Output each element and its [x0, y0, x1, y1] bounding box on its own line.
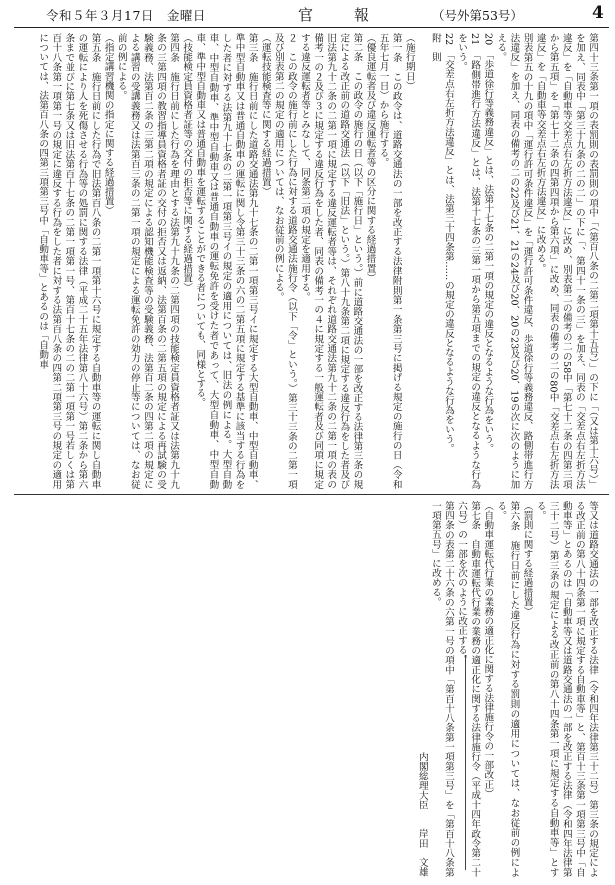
section-heading: （指定講習機関の指定に関する経過措置） [102, 33, 114, 216]
gazette-title-kan: 官 [298, 6, 314, 24]
paragraph: 20 「歩道徐行等義務違反」とは、法第十七条の二第一項の規定の違反となるような行為をいう。 [482, 33, 494, 454]
section-heading: （自動車運転代行業の業務の適正化に関する法律施行令の一部改正） [482, 501, 494, 799]
issue-date: 令和５年３月17日 金曜日 [46, 8, 206, 23]
upper-text-block [14, 33, 599, 489]
section-divider [14, 494, 609, 495]
article-3: 第三条 施行日前にした道路交通法第九十七条の二第一項第三号イに規定する大型自動車、中型自動車、準中型自動車又は普通自動車の運転に関し令第三十三条の六の二第五項に規定する基準に該当する行為をした者に対する法第九十七条の二第一項第三号イの規定の適用については、旧法の例による。大型自動車、中型自動車、準中型自動車又は普通自動車の運転免許を受けた者であって、大型自動車、中型自動車、準中型自動車又は普通自動車を運転することができる者についても、同様とする。 [194, 33, 258, 489]
header-rule [14, 27, 609, 28]
paragraph: 21 「路側帯進行方法違反」とは、法第十七条の三第一項から第五項までの規定の違反となるような行為をいう。 [456, 33, 481, 489]
section-heading: （施行期日） [403, 33, 415, 91]
signature-name: 岸田 文雄 [416, 829, 428, 877]
paragraph: 22 「交差点右左折方法違反」とは、法第三十四条第……の規定の違反となるような行為をいう。 [442, 33, 454, 454]
gazette-title-ho: 報 [354, 6, 370, 24]
article-4: 第四条 施行日前にした行為を理由とする法第九十九条の二第四項の技能検定員資格者証又は法第九十九条の三第四項の教習指導員資格者証の交付の拒否又は返納、法第百条の二第五項の規定による再試験の受験義務、法第百二条の三第二項の規定による認知機能検査等の受験義務、法第百二条の四第二項の規定による講習の受講義務又は法第百三条の二第一項の規定による運転免許の効力の停止等については、なお従前の例による。 [115, 33, 180, 489]
section-heading: （罰則に関する経過措置） [521, 501, 533, 617]
signature [416, 501, 429, 877]
paragraph: 別表第五の十九の項中「運行許可条件違反」を「運行許可条件違反、歩道徐行等義務違反、路側帯進行方法違反」を加え、同表の備考の二の22及び21、21の24及び20、20の23及び20、19の次に次のように加える。 [495, 33, 533, 489]
section-heading: （優良運転者及び違反運転者等の区分に関する経過措置） [364, 33, 376, 283]
article-5: 第五条 施行日前にした行為で旧法第百八条の二第一項第十六号に規定する自動車等の運転に関し自動車の運転により人を死傷させる行為等の処罰に関する法律（平成二十五年法律第八十六号）第二条から第六条まで並びに第七条又は旧法第百十七条の二第一項第一号、第百十七条の二の二第一項第一号若しくは第百十八条第一項第一号の規定に違反する行為をした者に対する法第百八条の四第二項第三号の規定の適用については、法第百八条の四第三項第三号中「自動車等」とあるのは「自動車 [37, 33, 101, 489]
issue-number: （号外第53号） [432, 8, 523, 23]
page-number: 4 [592, 3, 604, 23]
paragraph: 等又は道路交通法の一部を改正する法律（令和四年法律第三十二号）第三条の規定による改正前の第八十四条第一項に規定する自動車等」と、第百十三条第一項第三号中「自動車等」とあるのは「自動車等又は道路交通法の一部を改正する法律（令和四年法律第三十二号）第三条の規定による改正前の第八十四条第一項に規定する自動車等」とする。 [534, 501, 598, 877]
article-2: 第二条 この政令の施行の日（以下「施行日」という。）前に道路交通法の一部を改正する法律第三条の規定による改正前の道路交通法（以下「旧法」という。）第八十九条第二項に規定する違反行為をした者及び旧法第九十二条の二第一項に規定する違反運転者等は、それぞれ道路交通法第九十二条の二第一項の表の備考一の２及び３に規定する違反行為をした者、同表の備考一の４に規定する一般運転者及び同項に規定する違反運転者等とみなして、同条第二項の規定を適用する。 [299, 33, 363, 489]
section-heading: （運転技能検査等に関する経過措置） [259, 33, 271, 197]
paragraph: 第四十三条第一項の表罰則の表罰則の項中「（第百八条の二第二項第十五号）」の下に「（又は第十六号）」を加え、同表中「第三十九条の二の二」の下に「、第四十一条の三」を加え、同表の「交差点右左折方法違反」を「自動車等交差点右左折方法違反」に改め、別表第二の備考の二の58中「第七十二条の四第三項から第五項」を「第七十二条の四第四項から第六項」に改め、同表の備考の二の80中「交差点右左折方法違反」を「自動車等交差点右左折方法違反」に改める。 [534, 33, 598, 489]
supplementary-provisions-heading: 附 則 [429, 33, 441, 62]
article-2-para-2: ２ この政令の施行前にした行為に対する道路交通法施行令（以下「令」という。）第三十三条の二第一項及び別表第二の規定の適用については、なお従前の例による。 [272, 33, 297, 489]
signature-role: 内閣総理大臣 [416, 752, 428, 810]
lower-text-block [359, 501, 599, 877]
gazette-header [0, 0, 615, 30]
paragraph: 第四条の表第二十六条の六第一号の項中「第百十八条第一項第三号」を「第百十八条第一項第五号」に改める。 [429, 501, 454, 877]
article-6: 第六条 施行日前にした違反行為に対する罰則の適用については、なお従前の例による。 [495, 501, 520, 877]
signature-divider [465, 655, 466, 870]
article-1: 第一条 この政令は、道路交通法の一部を改正する法律附則第一条第三号に掲げる規定の施行の日（令和五年七月一日）から施行する。 [377, 33, 402, 489]
article-7: 第七条 自動車運転代行業の業務の適正化に関する法律施行令（平成十四年政令第二十六号）の一部を次のように改正する。 [456, 501, 481, 877]
section-heading: （技能検定員資格者証等の交付の拒否等に関する経過措置） [181, 33, 193, 293]
